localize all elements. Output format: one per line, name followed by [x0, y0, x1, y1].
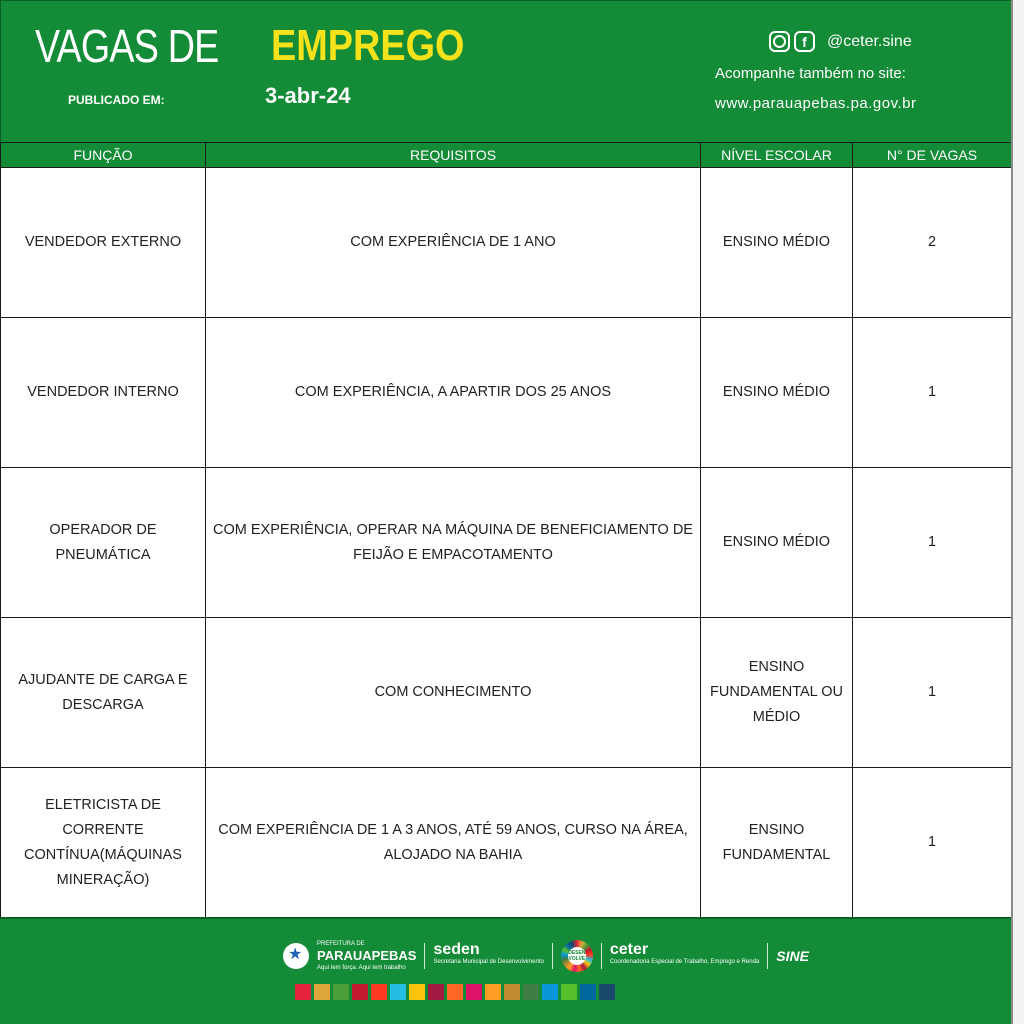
- column-header-funcao: FUNÇÃO: [1, 143, 206, 168]
- logo-divider: [424, 943, 425, 969]
- column-header-requisitos: REQUISITOS: [206, 143, 701, 168]
- sdg-goal-icon: [599, 984, 615, 1000]
- sdg-goal-icon: [409, 984, 425, 1000]
- cell-funcao: OPERADOR DE PNEUMÁTICA: [1, 468, 206, 618]
- cell-nivel: ENSINO MÉDIO: [701, 468, 853, 618]
- sine-logo: SINE: [776, 948, 809, 964]
- cell-nivel: ENSINO MÉDIO: [701, 168, 853, 318]
- sdg-goal-icon: [295, 984, 311, 1000]
- title-emprego: EMPREGO: [271, 21, 465, 70]
- cell-vagas: 2: [853, 168, 1012, 318]
- title-vagas-de: VAGAS DE: [35, 20, 219, 72]
- follow-text: Acompanhe também no site:: [715, 65, 906, 82]
- ceter-logo: ceter Coordenadoria Especial de Trabalho, Emprego e Renda: [609, 941, 760, 965]
- sdg-goals-row: [295, 984, 615, 1000]
- table-row: [1, 168, 1012, 318]
- sdg-goal-icon: [466, 984, 482, 1000]
- cell-vagas: 1: [853, 768, 1012, 918]
- table-row: [1, 768, 1012, 918]
- column-header-vagas: N° DE VAGAS: [853, 143, 1012, 168]
- table-row: [1, 318, 1012, 468]
- logo-divider: [552, 943, 553, 969]
- sdg-goal-icon: [428, 984, 444, 1000]
- facebook-icon[interactable]: f: [794, 31, 815, 52]
- cell-vagas: 1: [853, 468, 1012, 618]
- column-header-nivel-escolar: NÍVEL ESCOLAR: [701, 143, 853, 168]
- sdg-goal-icon: [447, 984, 463, 1000]
- header-banner: [0, 0, 1011, 142]
- page-edge: [1011, 0, 1024, 1024]
- logo-divider: [601, 943, 602, 969]
- sdg-goal-icon: [580, 984, 596, 1000]
- cell-requisitos: COM EXPERIÊNCIA DE 1 A 3 ANOS, ATÉ 59 ANOS, CURSO NA ÁREA, ALOJADO NA BAHIA: [206, 768, 701, 918]
- table-row: [1, 618, 1012, 768]
- sdg-goal-icon: [371, 984, 387, 1000]
- prefeitura-star-icon: [283, 943, 309, 969]
- published-date: 3-abr-24: [265, 83, 351, 108]
- cell-funcao: VENDEDOR EXTERNO: [1, 168, 206, 318]
- cell-funcao: ELETRICISTA DE CORRENTE CONTÍNUA(MÁQUINAS MINERAÇÃO): [1, 768, 206, 918]
- prefeitura-logo: PREFEITURA DE PARAUAPEBAS Aqui tem força. Aqui tem trabalho: [317, 941, 417, 971]
- cell-requisitos: COM EXPERIÊNCIA, OPERAR NA MÁQUINA DE BENEFICIAMENTO DE FEIJÃO E EMPACOTAMENTO: [206, 468, 701, 618]
- cell-requisitos: COM CONHECIMENTO: [206, 618, 701, 768]
- cell-requisitos: COM EXPERIÊNCIA DE 1 ANO: [206, 168, 701, 318]
- sdg-goal-icon: [523, 984, 539, 1000]
- website-link[interactable]: www.parauapebas.pa.gov.br: [715, 95, 917, 112]
- cell-funcao: AJUDANTE DE CARGA E DESCARGA: [1, 618, 206, 768]
- published-label: PUBLICADO EM:: [68, 93, 165, 107]
- cell-nivel: ENSINO MÉDIO: [701, 318, 853, 468]
- sdg-goal-icon: [390, 984, 406, 1000]
- cell-funcao: VENDEDOR INTERNO: [1, 318, 206, 468]
- sdg-wheel-icon: DESEN VOLVE: [561, 940, 593, 972]
- sdg-goal-icon: [352, 984, 368, 1000]
- cell-nivel: ENSINO FUNDAMENTAL OU MÉDIO: [701, 618, 853, 768]
- sdg-goal-icon: [542, 984, 558, 1000]
- table-header-row: [1, 143, 1012, 168]
- sdg-goal-icon: [504, 984, 520, 1000]
- seden-logo: seden Secretaria Municipal de Desenvolvimento: [433, 941, 544, 965]
- logo-divider: [767, 943, 768, 969]
- sdg-goal-icon: [333, 984, 349, 1000]
- sdg-goal-icon: [561, 984, 577, 1000]
- table-row: [1, 468, 1012, 618]
- cell-requisitos: COM EXPERIÊNCIA, A APARTIR DOS 25 ANOS: [206, 318, 701, 468]
- partner-logos: [283, 938, 809, 974]
- social-handle: @ceter.sine: [827, 32, 912, 50]
- cell-nivel: ENSINO FUNDAMENTAL: [701, 768, 853, 918]
- jobs-table: [0, 142, 1012, 918]
- cell-vagas: 1: [853, 318, 1012, 468]
- instagram-icon[interactable]: [769, 31, 790, 52]
- cell-vagas: 1: [853, 618, 1012, 768]
- sdg-goal-icon: [314, 984, 330, 1000]
- sdg-goal-icon: [485, 984, 501, 1000]
- social-links: [769, 31, 912, 52]
